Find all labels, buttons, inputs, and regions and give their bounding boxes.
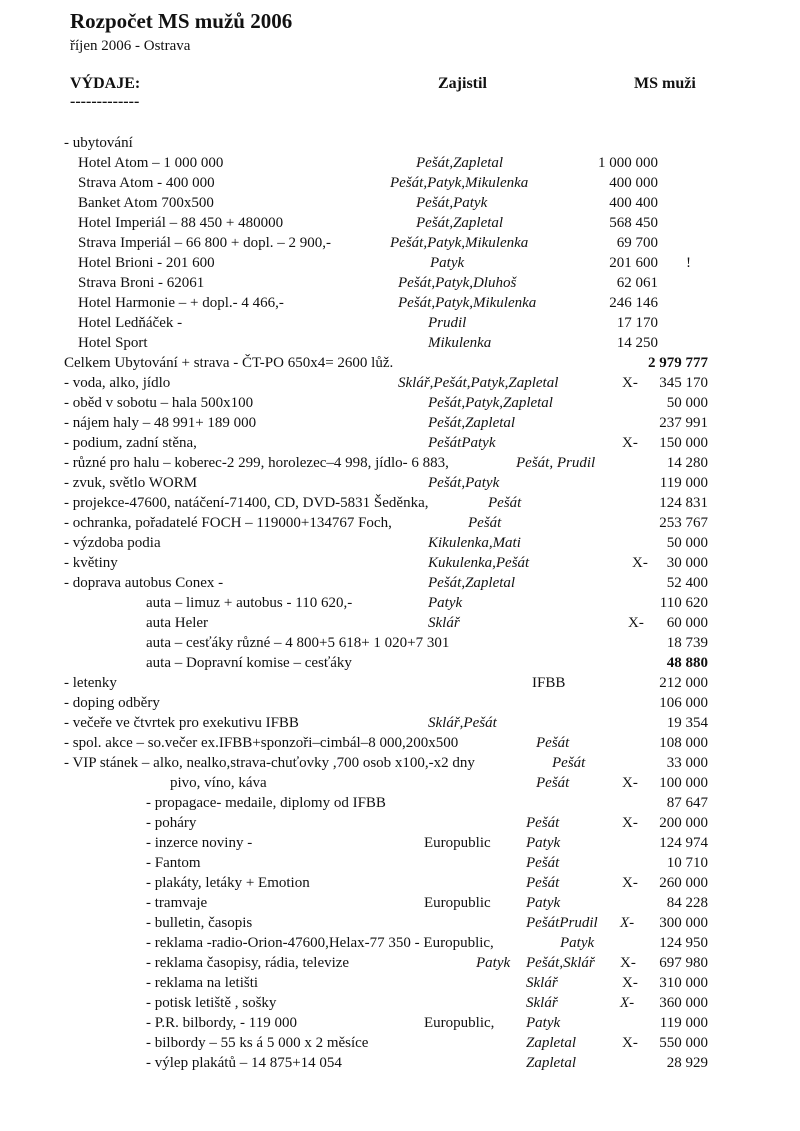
row-organization: Europublic, [424, 1015, 495, 1031]
row-responsible: Patyk [430, 255, 465, 271]
row-desc: auta Heler [146, 615, 209, 631]
row-amount: 110 620 [659, 595, 708, 611]
row-mark: X- [620, 995, 635, 1011]
row-desc: pivo, víno, káva [170, 775, 267, 791]
row-desc: - podium, zadní stěna, [64, 435, 197, 451]
row-responsible: Kikulenka,Mati [428, 535, 521, 551]
row-responsible: Pešát [526, 815, 560, 831]
row-responsible: PešátPatyk [428, 435, 496, 451]
row-amount: 48 880 [666, 655, 708, 671]
row-amount: 124 974 [659, 835, 708, 851]
row-desc: - tramvaje [146, 895, 208, 911]
row-responsible: Zapletal [526, 1055, 577, 1071]
row-desc: auta – cesťáky různé – 4 800+5 618+ 1 020+7 301 [146, 635, 450, 651]
row-responsible: Pešát,Patyk,Dluhoš [398, 275, 517, 291]
row-responsible: Patyk [526, 895, 561, 911]
row-desc: - ochranka, pořadatelé FOCH – 119000+134767 Foch, [64, 515, 392, 531]
row-amount: 310 000 [659, 975, 708, 991]
row-desc: - spol. akce – so.večer ex.IFBB+sponzoři–cimbál–8 000,200x500 [64, 735, 459, 751]
row-desc: - různé pro halu – koberec-2 299, horolezec–4 998, jídlo- 6 883, [64, 455, 449, 471]
row-responsible: Pešát [468, 515, 502, 531]
row-responsible: Patyk [526, 835, 561, 851]
row-desc: - večeře ve čtvrtek pro exekutivu IFBB [64, 715, 299, 731]
row-amount: 84 228 [666, 895, 708, 911]
row-responsible: Pešát [526, 855, 560, 871]
row-amount: 568 450 [609, 215, 658, 231]
row-amount: 28 929 [666, 1055, 708, 1071]
row-mark: X- [622, 1035, 638, 1051]
row-amount: 50 000 [666, 535, 708, 551]
row-responsible: Sklář [428, 615, 460, 631]
row-desc: - výlep plakátů – 14 875+14 054 [146, 1055, 342, 1071]
row-desc: - Fantom [146, 855, 201, 871]
row-desc: - reklama -radio-Orion-47600,Helax-77 350 - Europublic, [146, 935, 494, 951]
row-amount: 697 980 [659, 955, 708, 971]
row-mark: X- [622, 975, 638, 991]
row-responsible: Sklář,Pešát,Patyk,Zapletal [398, 375, 559, 391]
row-desc: - bilbordy – 55 ks á 5 000 x 2 měsíce [146, 1035, 369, 1051]
row-responsible: Sklář [526, 975, 558, 991]
row-desc: Hotel Atom – 1 000 000 [78, 155, 224, 171]
row-responsible: Pešát, Prudil [516, 455, 596, 471]
row-mark: X- [622, 815, 638, 831]
row-responsible: Kukulenka,Pešát [428, 555, 530, 571]
row-desc: auta – limuz + autobus - 110 620,- [146, 595, 353, 611]
row-responsible: Pešát,Patyk,Mikulenka [398, 295, 537, 311]
document-subtitle: říjen 2006 - Ostrava [70, 38, 191, 54]
row-desc: - květiny [64, 555, 118, 571]
row-amount: 360 000 [659, 995, 708, 1011]
row-desc: - zvuk, světlo WORM [64, 475, 198, 491]
row-desc: - doping odběry [64, 695, 160, 711]
row-amount: 19 354 [666, 715, 708, 731]
row-responsible: Zapletal [526, 1035, 577, 1051]
row-amount: 14 250 [616, 335, 658, 351]
exclamation-mark: ! [686, 255, 691, 271]
row-desc: - výzdoba podia [64, 535, 161, 551]
row-responsible: Prudil [428, 315, 467, 331]
accommodation-total-amount: 2 979 777 [648, 355, 708, 371]
row-desc: - VIP stánek – alko, nealko,strava-chuťovky ,700 osob x100,-x2 dny [64, 755, 475, 771]
header-arranged-by: Zajistil [438, 75, 487, 92]
row-desc: - inzerce noviny - [146, 835, 253, 851]
row-amount: 52 400 [666, 575, 708, 591]
row-desc: Hotel Brioni - 201 600 [78, 255, 215, 271]
row-desc: - doprava autobus Conex - [64, 575, 224, 591]
row-mark: X- [620, 955, 636, 971]
row-desc: - projekce-47600, natáčení-71400, CD, DVD-5831 Šeděnka, [64, 495, 429, 511]
row-mark: X- [622, 875, 638, 891]
row-amount: 33 000 [666, 755, 708, 771]
row-amount: 201 600 [609, 255, 658, 271]
row-desc: - letenky [64, 675, 117, 691]
row-amount: 50 000 [666, 395, 708, 411]
row-amount: 100 000 [659, 775, 708, 791]
row-organization: Europublic [424, 895, 491, 911]
row-responsible: Pešát,Patyk,Zapletal [428, 395, 553, 411]
row-amount: 1 000 000 [598, 155, 658, 171]
row-responsible: Pešát [526, 875, 560, 891]
row-responsible: PešátPrudil [526, 915, 598, 931]
row-amount: 345 170 [659, 375, 708, 391]
row-amount: 150 000 [659, 435, 708, 451]
row-amount: 237 991 [659, 415, 708, 431]
row-amount: 62 061 [616, 275, 658, 291]
row-mark: X- [622, 375, 638, 391]
row-desc: - plakáty, letáky + Emotion [146, 875, 310, 891]
row-desc: Hotel Sport [78, 335, 148, 351]
row-amount: 119 000 [659, 1015, 708, 1031]
row-responsible: Mikulenka [428, 335, 492, 351]
row-amount: 108 000 [659, 735, 708, 751]
row-responsible: Pešát [536, 775, 570, 791]
row-desc: Hotel Imperiál – 88 450 + 480000 [78, 215, 284, 231]
row-responsible: Pešát,Zapletal [416, 155, 504, 171]
row-organization: Patyk [476, 955, 511, 971]
row-responsible: Pešát,Zapletal [428, 415, 516, 431]
accommodation-total-label: Celkem Ubytování + strava - ČT-PO 650x4= 2600 lůž. [64, 355, 394, 371]
header-ms-men: MS muži [634, 75, 696, 92]
row-desc: - potisk letiště , sošky [146, 995, 277, 1011]
row-amount: 10 710 [666, 855, 708, 871]
row-mark: X- [622, 435, 638, 451]
row-amount: 246 146 [609, 295, 658, 311]
row-amount: 30 000 [666, 555, 708, 571]
row-amount: 124 950 [659, 935, 708, 951]
row-desc: auta – Dopravní komise – cesťáky [146, 655, 352, 671]
row-responsible: Sklář [526, 995, 558, 1011]
row-desc: Strava Atom - 400 000 [78, 175, 215, 191]
row-desc: - oběd v sobotu – hala 500x100 [64, 395, 254, 411]
row-organization: Europublic [424, 835, 491, 851]
row-mark: X- [628, 615, 644, 631]
row-responsible: Pešát [536, 735, 570, 751]
row-desc: Hotel Ledňáček - [78, 315, 183, 331]
row-responsible: Patyk [560, 935, 595, 951]
row-amount: 14 280 [666, 455, 708, 471]
row-mark: X- [632, 555, 648, 571]
row-responsible: Pešát,Zapletal [416, 215, 504, 231]
row-desc: Strava Broni - 62061 [78, 275, 205, 291]
row-amount: 17 170 [616, 315, 658, 331]
row-responsible: Pešát,Patyk [428, 475, 500, 491]
row-desc: - bulletin, časopis [146, 915, 253, 931]
header-underline: ------------- [70, 93, 140, 110]
row-desc: - ubytování [64, 135, 133, 151]
row-responsible: Pešát,Patyk [416, 195, 488, 211]
row-desc: Strava Imperiál – 66 800 + dopl. – 2 900,- [78, 235, 332, 251]
row-responsible: Patyk [526, 1015, 561, 1031]
row-mark: X- [620, 915, 635, 931]
row-desc: - nájem haly – 48 991+ 189 000 [64, 415, 257, 431]
row-responsible: Pešát,Patyk,Mikulenka [390, 235, 529, 251]
row-desc: Banket Atom 700x500 [78, 195, 214, 211]
row-amount: 253 767 [659, 515, 708, 531]
row-amount: 18 739 [666, 635, 708, 651]
row-responsible: Pešát [552, 755, 586, 771]
row-amount: 60 000 [666, 615, 708, 631]
row-responsible: Pešát,Zapletal [428, 575, 516, 591]
row-desc: - voda, alko, jídlo [64, 375, 171, 391]
row-amount: 200 000 [659, 815, 708, 831]
row-amount: 119 000 [659, 475, 708, 491]
row-amount: 300 000 [659, 915, 708, 931]
row-amount: 260 000 [659, 875, 708, 891]
row-responsible: IFBB [532, 675, 566, 691]
row-amount: 87 647 [666, 795, 708, 811]
row-desc: - reklama na letišti [146, 975, 259, 991]
row-amount: 550 000 [659, 1035, 708, 1051]
row-responsible: Patyk [428, 595, 463, 611]
row-amount: 124 831 [659, 495, 708, 511]
row-amount: 212 000 [659, 675, 708, 691]
row-responsible: Pešát,Patyk,Mikulenka [390, 175, 529, 191]
row-desc: - poháry [146, 815, 197, 831]
row-desc: - P.R. bilbordy, - 119 000 [146, 1015, 297, 1031]
row-amount: 400 400 [609, 195, 658, 211]
row-responsible: Sklář,Pešát [428, 715, 497, 731]
row-responsible: Pešát [488, 495, 522, 511]
row-desc: - propagace- medaile, diplomy od IFBB [146, 795, 386, 811]
row-amount: 400 000 [609, 175, 658, 191]
document-title: Rozpočet MS mužů 2006 [70, 9, 293, 33]
row-responsible: Pešát,Sklář [526, 955, 595, 971]
header-expenses: VÝDAJE: [70, 75, 141, 92]
row-amount: 106 000 [659, 695, 708, 711]
row-amount: 69 700 [616, 235, 658, 251]
row-mark: X- [622, 775, 638, 791]
row-desc: - reklama časopisy, rádia, televize [146, 955, 350, 971]
row-desc: Hotel Harmonie – + dopl.- 4 466,- [78, 295, 284, 311]
